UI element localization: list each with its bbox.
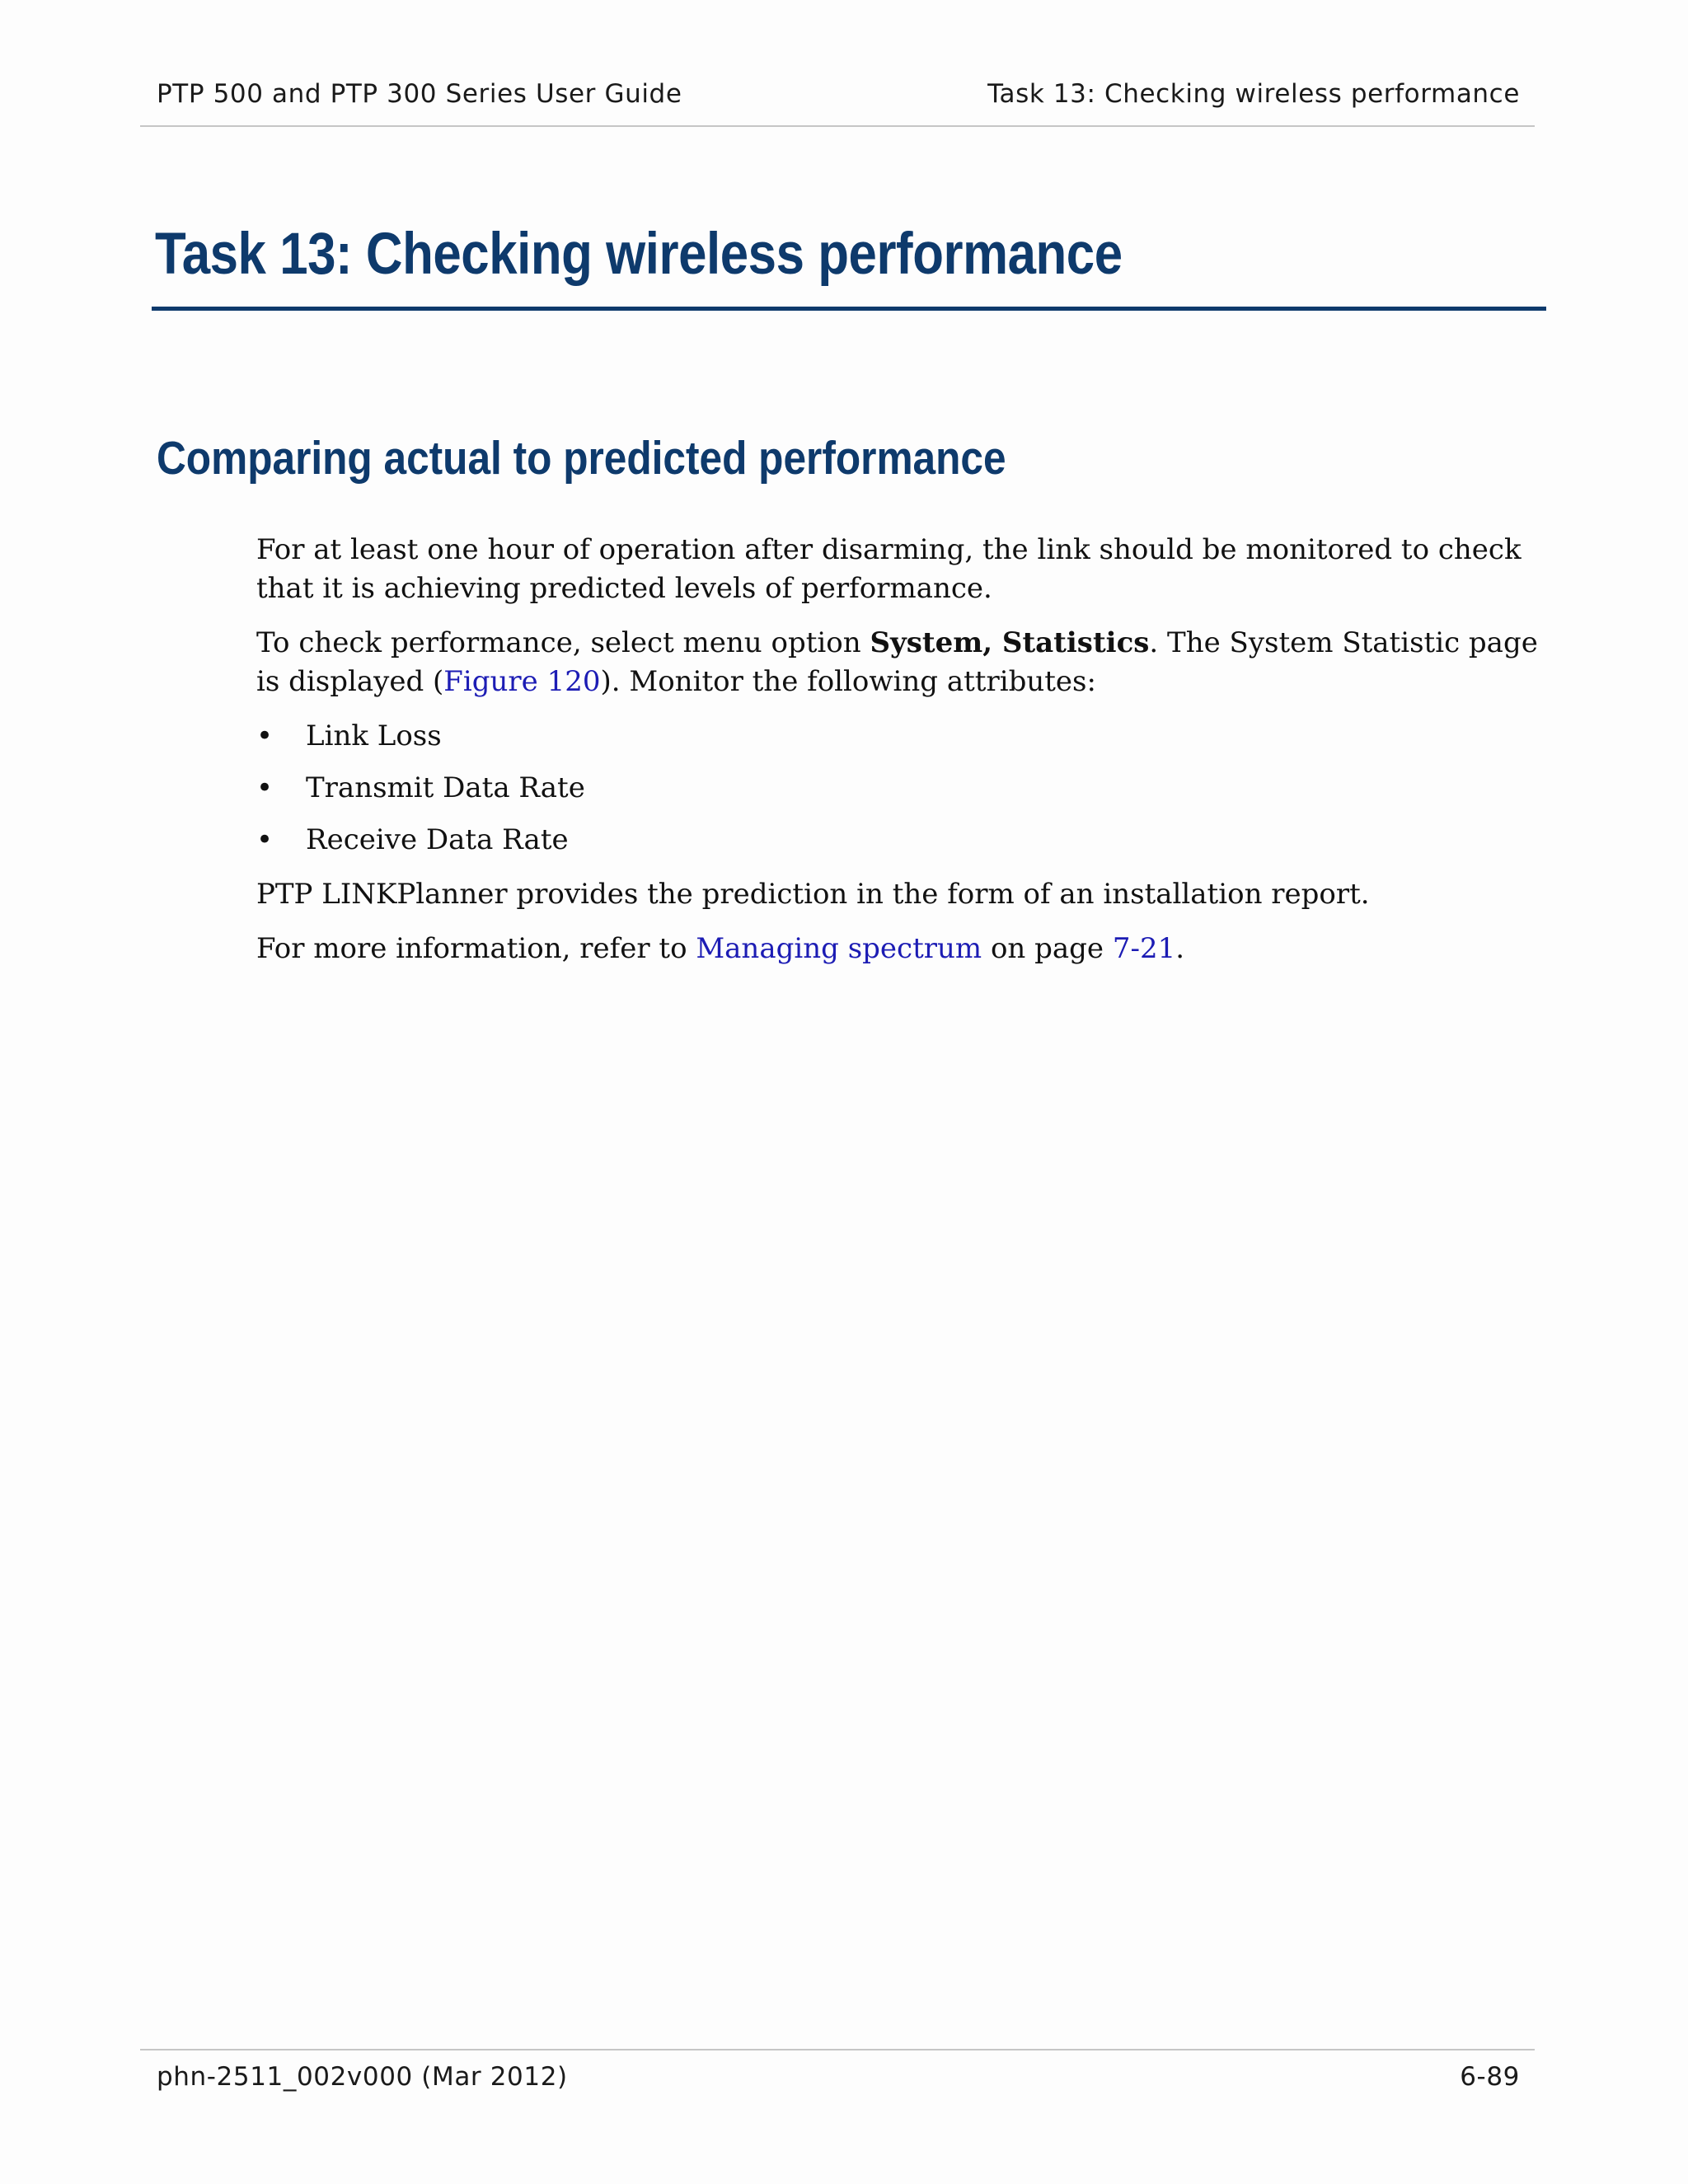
text-segment: ). Monitor the following attributes: — [600, 665, 1096, 698]
header-rule — [140, 125, 1535, 127]
paragraph-more-info — [256, 930, 1542, 968]
list-item — [256, 717, 1542, 756]
page-title: Task 13: Checking wireless performance — [155, 222, 1123, 287]
figure-link[interactable]: Figure 120 — [443, 665, 601, 698]
section-body — [256, 531, 1542, 984]
list-item — [256, 769, 1542, 808]
list-item-label: Receive Data Rate — [306, 823, 569, 856]
text-segment: To check performance, select menu option — [256, 626, 870, 659]
text-segment: . The System Statistic page is displayed ( — [256, 626, 1538, 698]
paragraph-monitoring: For at least one hour of operation after disarming, the link should be monitored to check that it is achieving predicted levels of performance. — [256, 533, 1522, 605]
footer-page-number: 6-89 — [1460, 2062, 1520, 2092]
text-segment: on page — [982, 932, 1113, 965]
page-reference-link[interactable]: 7-21 — [1112, 932, 1176, 965]
text-segment: For more information, refer to — [256, 932, 696, 965]
running-header-right: Task 13: Checking wireless performance — [987, 79, 1520, 109]
running-header-left: PTP 500 and PTP 300 Series User Guide — [157, 79, 682, 109]
list-item-label: Transmit Data Rate — [306, 771, 585, 804]
bullet-icon: • — [256, 719, 274, 752]
text-segment: . — [1175, 932, 1185, 965]
footer-rule — [140, 2049, 1535, 2050]
paragraph-check-performance — [256, 624, 1542, 701]
attribute-list — [256, 717, 1542, 860]
footer-doc-id: phn-2511_002v000 (Mar 2012) — [157, 2062, 568, 2092]
title-rule — [152, 307, 1546, 311]
list-item-label: Link Loss — [306, 719, 442, 752]
bullet-icon: • — [256, 823, 274, 856]
paragraph-linkplanner: PTP LINKPlanner provides the prediction in the form of an installation report. — [256, 878, 1370, 911]
bullet-icon: • — [256, 771, 274, 804]
section-heading: Comparing actual to predicted performance — [157, 432, 1006, 485]
menu-option: System, Statistics — [870, 626, 1150, 659]
list-item — [256, 821, 1542, 860]
managing-spectrum-link[interactable]: Managing spectrum — [696, 932, 982, 965]
